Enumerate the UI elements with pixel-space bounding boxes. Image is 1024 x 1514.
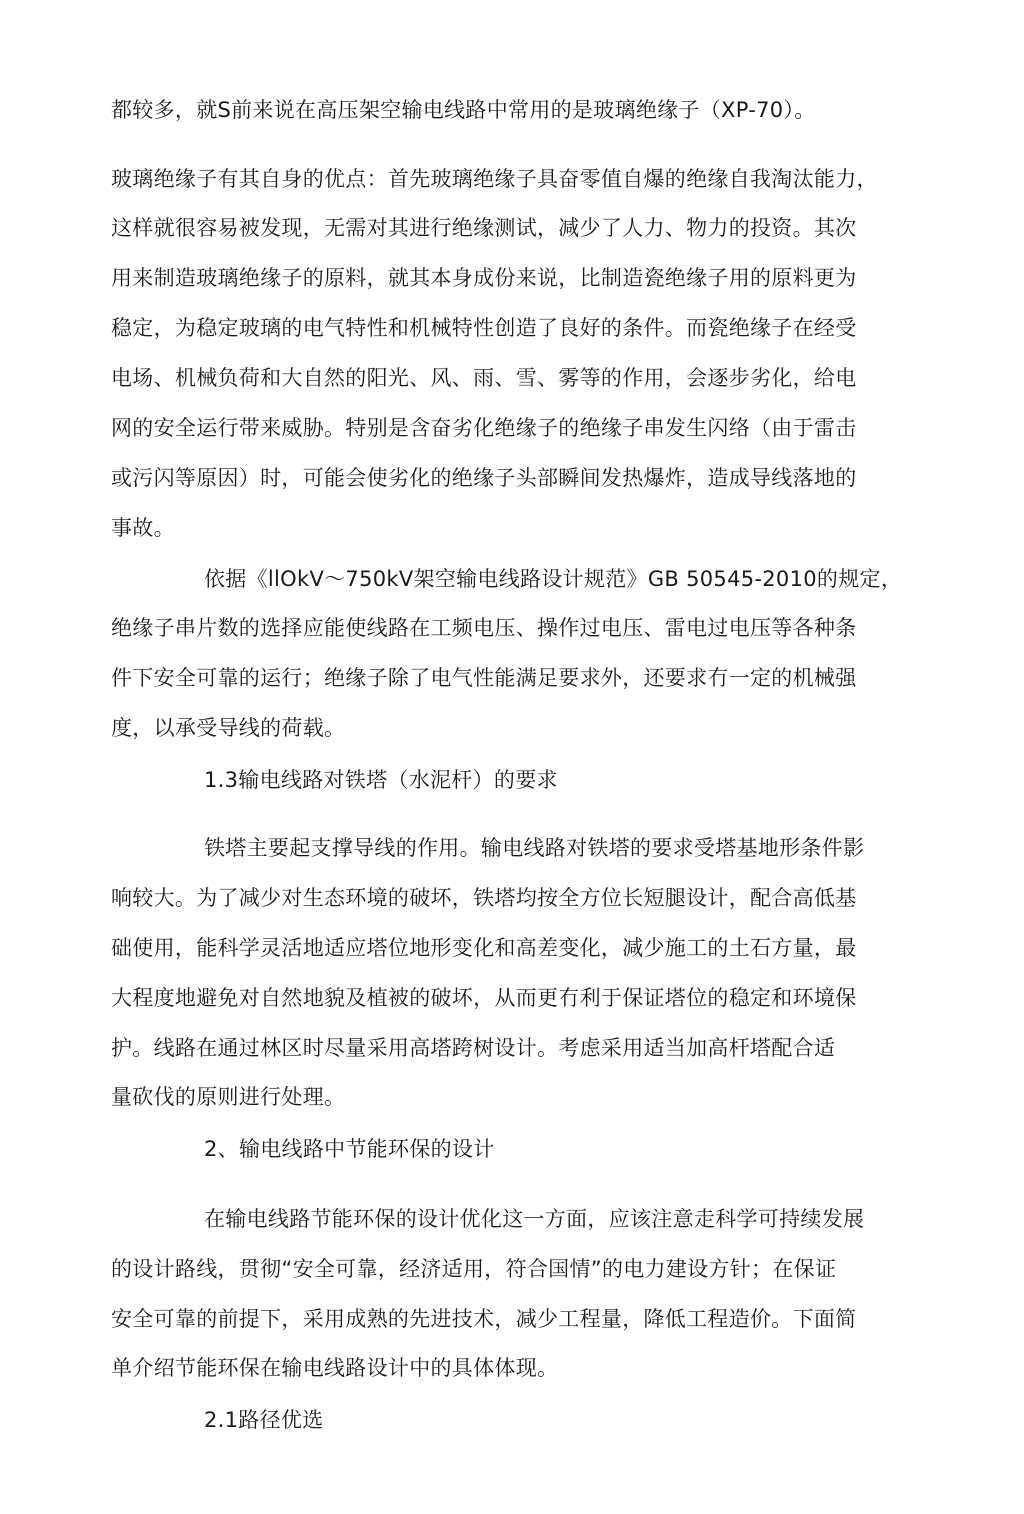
paragraph-line: 用来制造玻璃绝缘子的原料，就其本身成份来说，比制造瓷绝缘子用的原料更为 [111, 266, 857, 290]
paragraph-line: 玻璃绝缘子有其自身的优点：首先玻璃绝缘子具奋零值自爆的绝缘自我淘汰能力， [111, 167, 878, 191]
paragraph-line: 响较大。为了减少对生态环境的破坏，铁塔均按全方位长短腿设计，配合高低基 [111, 886, 857, 910]
paragraph-line: 事故。 [111, 516, 175, 540]
paragraph-line: 单介绍节能环保在输电线路设计中的具体体现。 [111, 1356, 559, 1380]
paragraph-line: 铁塔主要起支撑导线的作用。输电线路对铁塔的要求受塔基地形条件影 [204, 836, 865, 860]
paragraph-line: 或污闪等原因）时，可能会使劣化的绝缘子头部瞬间发热爆炸，造成导线落地的 [111, 466, 857, 490]
paragraph-line: 电场、机械负荷和大自然的阳光、风、雨、雪、雾等的作用，会逐步劣化，给电 [111, 366, 857, 390]
section-heading: 2.1路径优选 [204, 1408, 324, 1432]
paragraph-line: 的设计路线，贯彻“安全可靠，经济适用，符合国情”的电力建设方针；在保证 [111, 1257, 837, 1281]
paragraph-line: 大程度地避免对自然地貌及植被的破坏，从而更冇利于保证塔位的稳定和环境保 [111, 986, 857, 1010]
paragraph-line: 网的安全运行带来威胁。特别是含奋劣化绝缘子的绝缘子串发生闪络（由于雷击 [111, 416, 857, 440]
paragraph-line: 量砍伐的原则进行处理。 [111, 1085, 346, 1109]
section-heading: 1.3输电线路对铁塔（水泥杆）的要求 [204, 768, 558, 792]
paragraph-line: 这样就很容易被发现，无需对其进行绝缘测试，减少了人力、物力的投资。其次 [111, 216, 857, 240]
paragraph-line: 在输电线路节能环保的设计优化这一方面，应该注意走科学可持续发展 [204, 1207, 865, 1231]
paragraph-line: 依据《llOkV～750kV架空输电线路设计规范》GB 50545-2010的规定， [204, 567, 903, 591]
paragraph-line: 度，以承受导线的荷载。 [111, 716, 346, 740]
paragraph-line: 件下安全可靠的运行；绝缘子除了电气性能满足要求外，还要求冇一定的机械强 [111, 666, 857, 690]
paragraph-line: 稳定，为稳定玻璃的电气特性和机械特性创造了良好的条件。而瓷绝缘子在经受 [111, 316, 857, 340]
paragraph-line: 护。线路在通过林区时尽量采用高塔跨树设计。考虑采用适当加高杆塔配合适 [111, 1036, 836, 1060]
paragraph-line: 安全可靠的前提下，采用成熟的先进技术，减少工程量，降低工程造价。下面简 [111, 1307, 857, 1331]
paragraph-line: 绝缘子串片数的选择应能使线路在工频电压、操作过电压、雷电过电压等各种条 [111, 616, 857, 640]
paragraph-line: 都较多，就S前来说在高压架空输电线路中常用的是玻璃绝缘子（XP-70）。 [111, 98, 816, 122]
section-heading: 2、输电线路中节能环保的设计 [204, 1137, 495, 1161]
paragraph-line: 础使用，能科学灵活地适应塔位地形变化和高差变化，减少施工的土石方量，最 [111, 936, 857, 960]
